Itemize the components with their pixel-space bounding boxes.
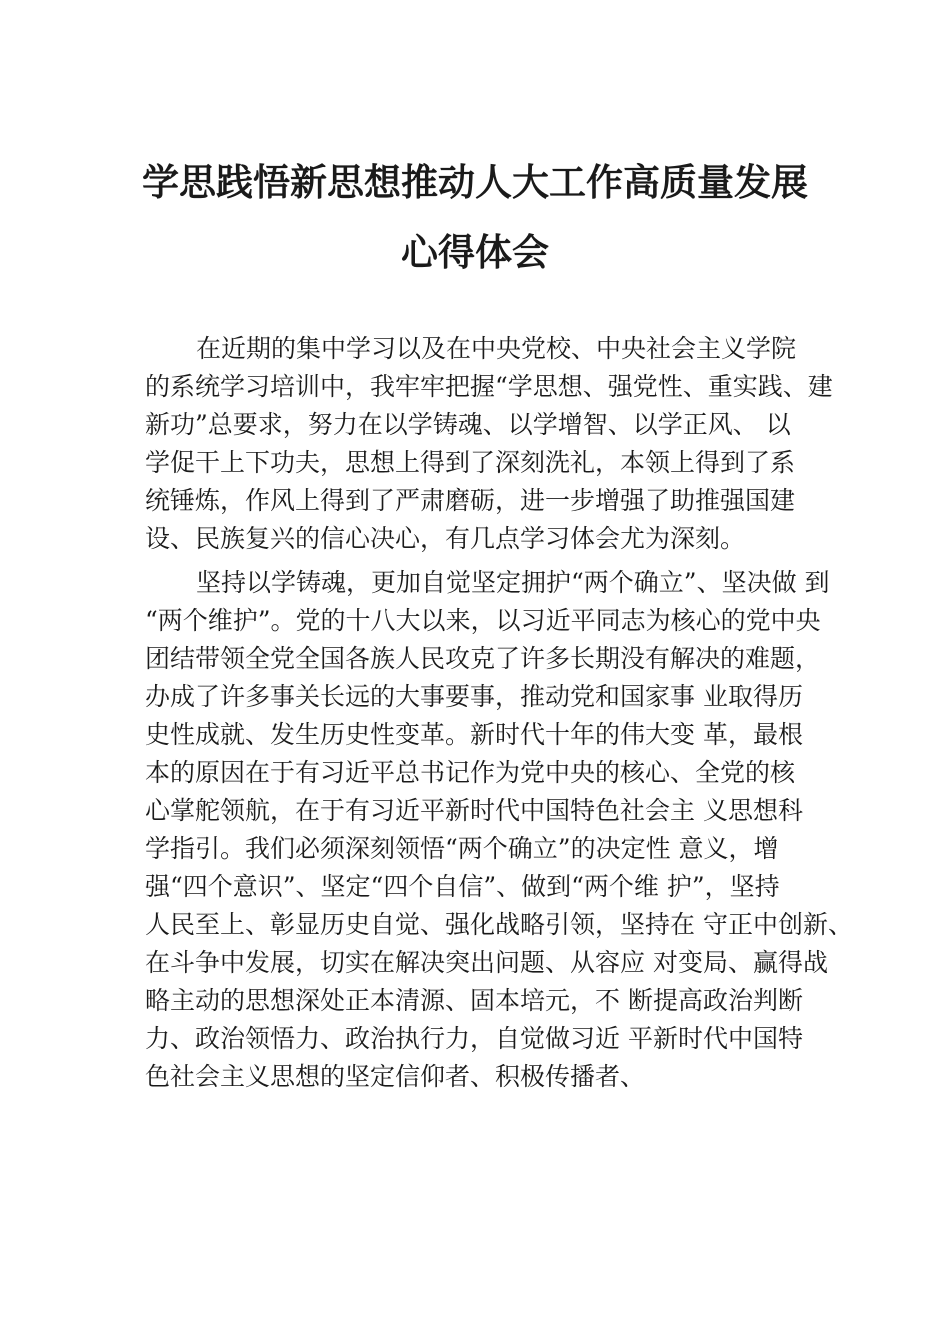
- paragraph-2-line: 色社会主义思想的坚定信仰者、积极传播者、: [145, 1062, 646, 1091]
- paragraph-2-line: 史性成就、发生历史性变革。新时代十年的伟大变 革，最根: [145, 720, 803, 749]
- document-title-line-1: 学思践悟新思想推动人大工作高质量发展: [142, 160, 808, 204]
- paragraph-2-line: “两个维护”。党的十八大以来，以习近平同志为核心的党中央: [145, 606, 821, 635]
- paragraph-2-line: 团结带领全党全国各族人民攻克了许多长期没有解决的难题，: [145, 644, 821, 673]
- paragraph-2-line: 本的原因在于有习近平总书记作为党中央的核心、全党的核: [145, 758, 796, 787]
- paragraph-2-line: 强“四个意识”、坚定“四个自信”、做到“两个维 护”，坚持: [145, 872, 780, 901]
- paragraph-1-line: 在近期的集中学习以及在中央党校、中央社会主义学院: [196, 334, 797, 363]
- paragraph-2-line: 力、政治领悟力、政治执行力，自觉做习近 平新时代中国特: [145, 1024, 803, 1053]
- paragraph-2-line: 略主动的思想深处正本清源、固本培元，不 断提高政治判断: [145, 986, 803, 1015]
- paragraph-2-line: 坚持以学铸魂，更加自觉坚定拥护“两个确立”、坚决做 到: [196, 568, 830, 597]
- paragraph-2-line: 人民至上、彰显历史自觉、强化战略引领，坚持在 守正中创新、: [145, 910, 853, 939]
- paragraph-1-line: 新功”总要求，努力在以学铸魂、以学增智、以学正风、 以: [145, 410, 791, 439]
- paragraph-1-line: 统锤炼，作风上得到了严肃磨砺，进一步增强了助推强国建: [145, 486, 796, 515]
- paragraph-1-line: 的系统学习培训中，我牢牢把握“学思想、强党性、重实践、建: [145, 372, 833, 401]
- paragraph-2-line: 在斗争中发展，切实在解决突出问题、从容应 对变局、赢得战: [145, 948, 828, 977]
- paragraph-2-line: 学指引。我们必须深刻领悟“两个确立”的决定性 意义，增: [145, 834, 779, 863]
- paragraph-2-line: 办成了许多事关长远的大事要事，推动党和国家事 业取得历: [145, 682, 803, 711]
- paragraph-1-line: 设、民族复兴的信心决心，有几点学习体会尤为深刻。: [145, 524, 746, 553]
- document-title-line-2: 心得体会: [401, 230, 549, 274]
- paragraph-1-line: 学促干上下功夫，思想上得到了深刻洗礼，本领上得到了系: [145, 448, 796, 477]
- paragraph-2-line: 心掌舵领航，在于有习近平新时代中国特色社会主 义思想科: [145, 796, 803, 825]
